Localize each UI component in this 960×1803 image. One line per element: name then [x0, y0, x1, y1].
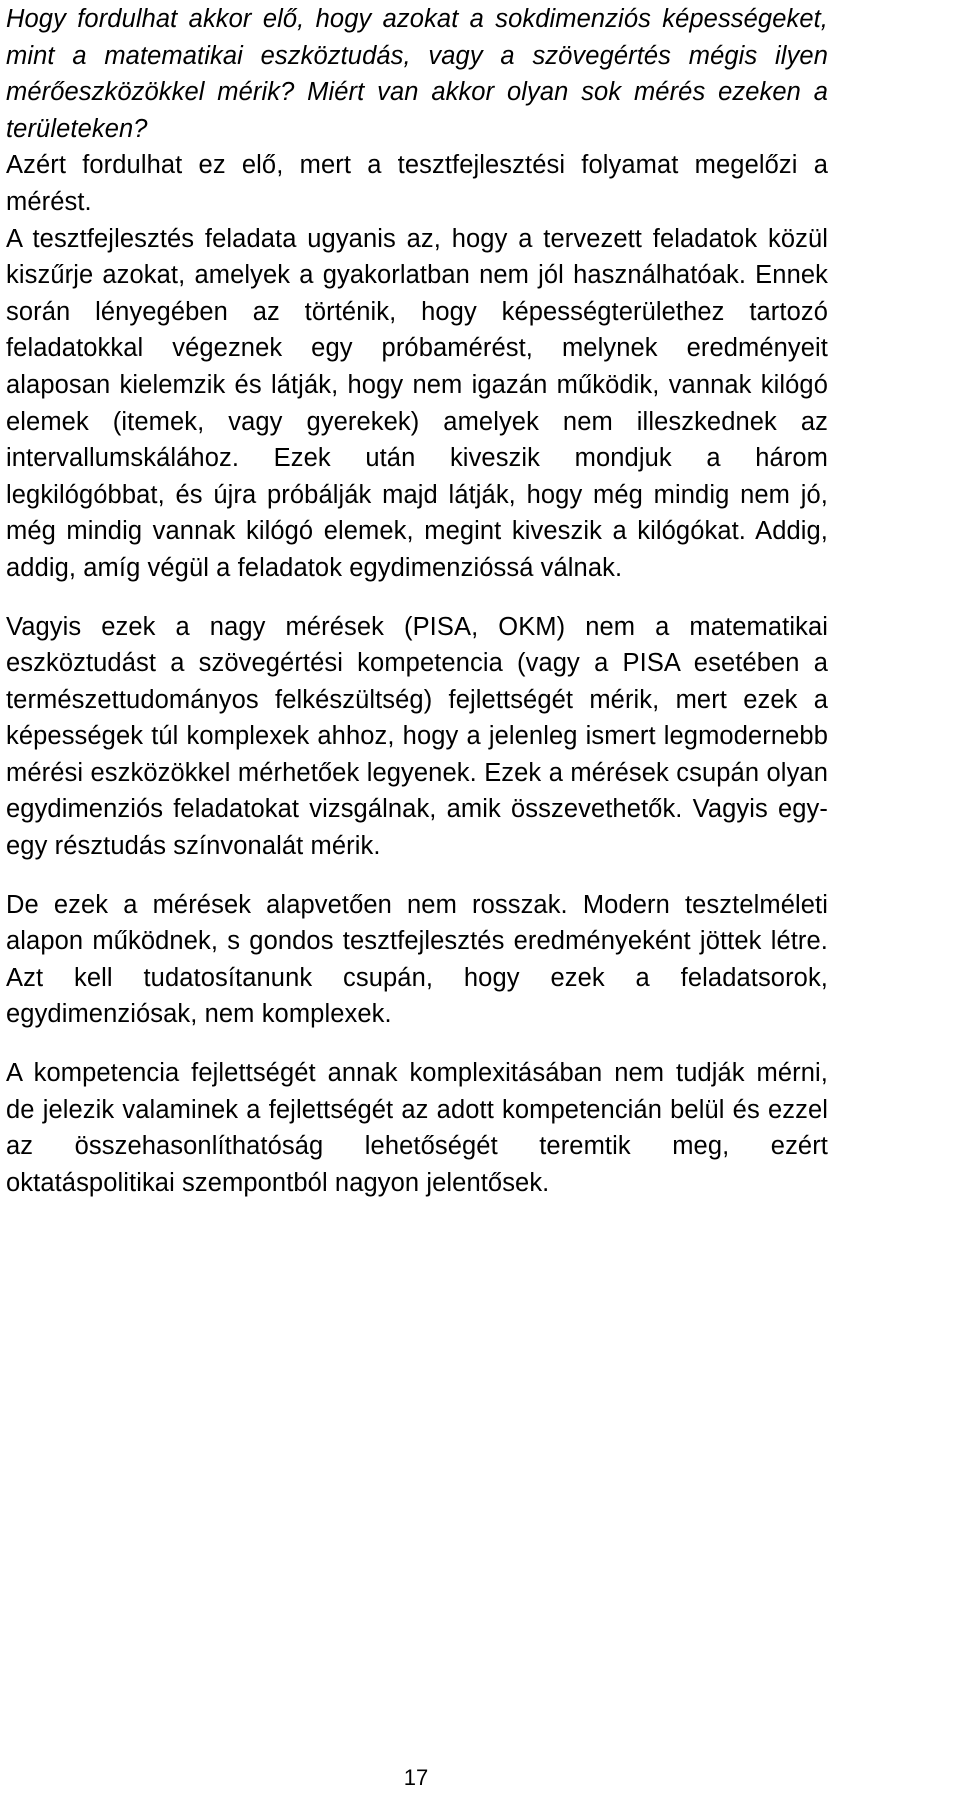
paragraph-large-assessments: Vagyis ezek a nagy mérések (PISA, OKM) nem a matematikai eszköztudást a szövegértési kompetencia (vagy a PISA esetében a természettudományos felkészültség) fejlettségét mérik, mert ezek a képességek túl komplexek ahhoz, hogy a jelenleg ismert legmodernebb mérési eszközökkel mérhetőek legyenek. Ezek a mérések csupán olyan egydimenziós feladatokat vizsgálnak, amik összevethetők. Vagyis egy-egy résztudás színvonalát mérik. [6, 612, 828, 861]
paragraph-answer: Azért fordulhat ez elő, mert a tesztfejlesztési folyamat megelőzi a mérést. [6, 151, 828, 216]
paragraph-question: Hogy fordulhat akkor elő, hogy azokat a sokdimenziós képességeket, mint a matematikai eszköztudás, vagy a szövegértés mégis ilyen mérőeszközökkel mérik? Miért van akkor olyan sok mérés ezeken a területeken? [6, 5, 828, 143]
page-number: 17 [403, 1765, 429, 1790]
paragraph-not-bad: De ezek a mérések alapvetően nem rosszak. Modern tesztelméleti alapon működnek, s gondos tesztfejlesztés eredményeként jöttek létre. Azt kell tudatosítanunk csupán, hogy ezek a feladatsorok, egydimenziósak, nem komplexek. [6, 890, 828, 1029]
paragraph-test-development: A tesztfejlesztés feladata ugyanis az, hogy a tervezett feladatok közül kiszűrje azokat, amelyek a gyakorlatban nem jól használhatóak. Ennek során lényegében az történik, hogy képességterülethez tartozó feladatokkal végeznek egy próbamérést, melynek eredményeit alaposan kielemzik és látják, hogy nem igazán működik, vannak kilógó elemek (itemek, vagy gyerekek) amelyek nem illeszkednek az intervallumskálához. Ezek után kiveszik mondjuk a három legkilógóbbat, és újra próbálják majd látják, hogy még mindig nem jó, még mindig vannak kilógó elemek, megint kiveszik a kilógókat. Addig, addig, amíg végül a feladatok egydimenzióssá válnak. [6, 224, 828, 582]
document-page [6, 0, 828, 1201]
paragraph-competence-significance: A kompetencia fejlettségét annak komplexitásában nem tudják mérni, de jelezik valaminek a fejlettségét az adott kompetencián belül és ezzel az összehasonlíthatóság lehetőségét teremtik meg, ezért oktatáspolitikai szempontból nagyon jelentősek. [6, 1059, 828, 1197]
